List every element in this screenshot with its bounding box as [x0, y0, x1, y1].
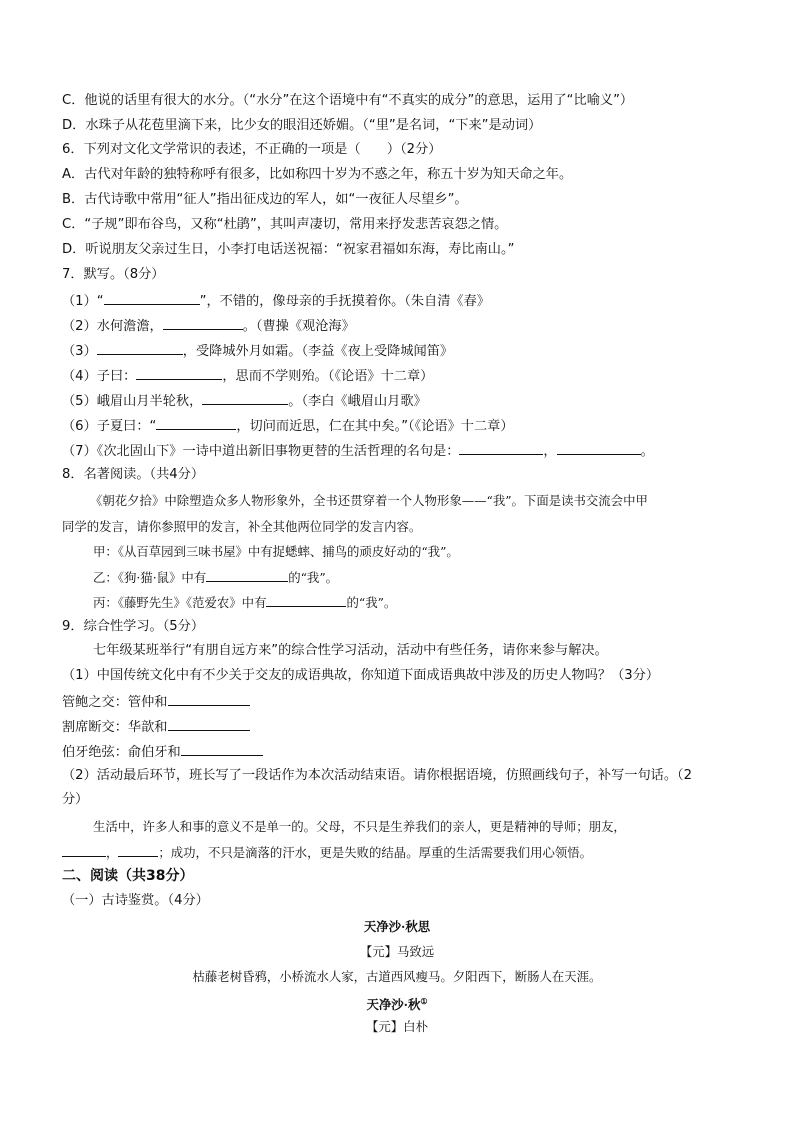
- answer-blank[interactable]: [156, 416, 236, 430]
- q9-sub-2-cont: 分）: [62, 792, 89, 807]
- q7-item-4: （4）子曰： ，思而不学则殆。（《论语》十二章）: [62, 366, 433, 385]
- q9-sub-1: （1）中国传统文化中有不少关于交友的成语典故，你知道下面成语典故中涉及的历史人物吗？（3分）: [62, 668, 660, 683]
- q8-yi: 乙：《狗·猫·鼠》中有 的“我”。: [93, 570, 339, 585]
- q8-paragraph-2: 同学的发言，请你参照甲的发言，补全其他两位同学的发言内容。: [62, 519, 422, 534]
- q9-idiom-2: 割席断交：华歆和: [62, 717, 250, 736]
- q8-paragraph-1: 《朝花夕拾》中除塑造众多人物形象外，全书还贯穿着一个人物形象——“我”。下面是读书交流会中甲: [90, 493, 648, 508]
- answer-blank[interactable]: [62, 843, 106, 857]
- q9-idiom-1: 管鲍之交：管仲和: [62, 692, 250, 711]
- q6-option-d: D．听说朋友父亲过生日，小李打电话送祝福：“祝家君福如东海，寿比南山。”: [62, 242, 515, 257]
- q9-paragraph-1: 生活中，许多人和事的意义不是单一的。父母，不只是生养我们的亲人，更是精神的导师；朋友，: [93, 819, 626, 834]
- q6-option-b: B．古代诗歌中常用“征人”指出征戍边的军人，如“一夜征人尽望乡”。: [62, 192, 468, 207]
- q5-option-c: C．他说的话里有很大的水分。（“水分”在这个语境中有“不真实的成分”的意思，运用了“比喻义”）: [62, 93, 634, 108]
- q7-item-1: （1）“ ”，不错的，像母亲的手抚摸着你。（朱自清《春》: [62, 291, 490, 310]
- q6-stem: 6．下列对文化文学常识的表述，不正确的一项是（ ）（2分）: [62, 142, 442, 157]
- q7-stem: 7．默写。（8分）: [62, 267, 165, 282]
- answer-blank[interactable]: [168, 692, 250, 706]
- poem-1-author: 【元】马致远: [359, 944, 435, 959]
- poem-1-title: 天净沙·秋思: [363, 919, 431, 934]
- answer-blank[interactable]: [104, 291, 200, 305]
- answer-blank[interactable]: [118, 843, 158, 857]
- poem-2-title: 天净沙·秋①: [366, 996, 428, 1013]
- poem-2-author: 【元】白朴: [366, 1019, 428, 1034]
- section-2-sub-1: （一）古诗鉴赏。（4分）: [62, 893, 209, 908]
- q8-stem: 8．名著阅读。（共4分）: [62, 467, 205, 482]
- q9-sub-2: （2）活动最后环节，班长写了一段话作为本次活动结束语。请你根据语境，仿照画线句子，补写一句话。（2: [62, 768, 692, 783]
- answer-blank[interactable]: [202, 391, 288, 405]
- q5-option-d: D．水珠子从花苞里滴下来，比少女的眼泪还娇媚。（“里”是名词，“下来”是动词）: [62, 118, 542, 133]
- q9-idiom-3: 伯牙绝弦：俞伯牙和: [62, 742, 263, 761]
- q9-stem: 9．综合性学习。（5分）: [62, 619, 205, 634]
- q9-paragraph-2: ， ；成功，不只是滴落的汗水，更是失败的结晶。厚重的生活需要我们用心领悟。: [62, 843, 592, 861]
- q6-option-a: A．古代对年龄的独特称呼有很多，比如称四十岁为不惑之年，称五十岁为知天命之年。: [62, 167, 573, 182]
- q7-item-2: （2）水何澹澹， 。（曹操《观沧海》: [62, 316, 355, 335]
- q9-intro: 七年级某班举行“有朋自远方来”的综合性学习活动，活动中有些任务，请你来参与解决。: [93, 643, 608, 658]
- answer-blank[interactable]: [557, 441, 641, 455]
- q7-item-5: （5）峨眉山月半轮秋， 。（李白《峨眉山月歌》: [62, 391, 427, 410]
- answer-blank[interactable]: [206, 568, 288, 582]
- answer-blank[interactable]: [163, 316, 243, 330]
- q7-item-3: （3） ，受降城外月如霜。（李益《夜上受降城闻笛》: [62, 341, 453, 360]
- answer-blank[interactable]: [168, 717, 250, 731]
- q8-jia: 甲：《从百草园到三味书屋》中有捉蟋蟀、捕鸟的顽皮好动的“我”。: [93, 544, 459, 559]
- q6-option-c: C．“子规”即布谷鸟，又称“杜鹃”，其叫声凄切，常用来抒发悲苦哀怨之情。: [62, 217, 508, 232]
- answer-blank[interactable]: [181, 742, 263, 756]
- poem-1-text: 枯藤老树昏鸦，小桥流水人家，古道西风瘦马。夕阳西下，断肠人在天涯。: [192, 969, 602, 984]
- q8-bing: 丙：《藤野先生》《范爱农》中有 的“我”。: [93, 595, 397, 610]
- answer-blank[interactable]: [266, 593, 346, 607]
- answer-blank[interactable]: [459, 441, 543, 455]
- q7-item-7: （7）《次北固山下》一诗中道出新旧事物更替的生活哲理的名句是： ， 。: [62, 441, 654, 460]
- answer-blank[interactable]: [136, 366, 222, 380]
- q7-item-6: （6）子夏曰：“ ，切问而近思，仁在其中矣。”（《论语》十二章）: [62, 416, 514, 435]
- answer-blank[interactable]: [97, 341, 183, 355]
- section-2-title: 二、阅读（共38分）: [62, 868, 194, 884]
